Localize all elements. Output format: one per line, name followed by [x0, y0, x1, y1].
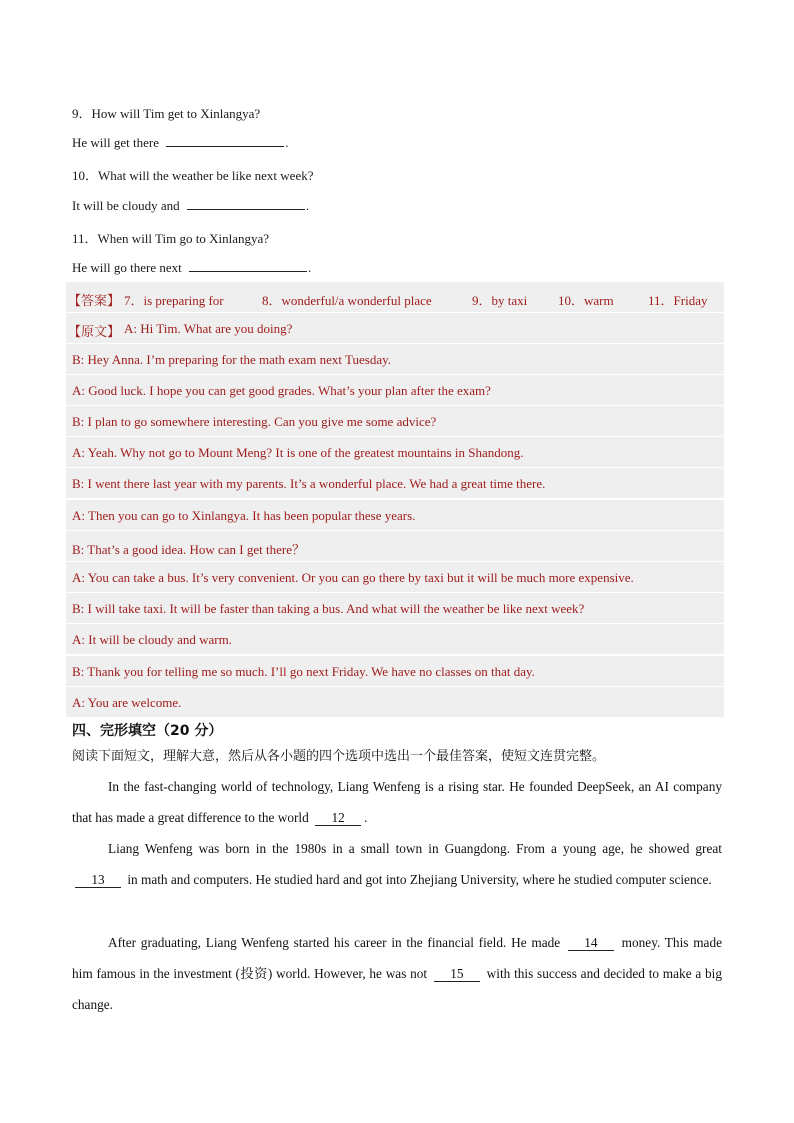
transcript-line: B: I went there last year with my parents. It’s a wonderful place. We had a great time there.	[72, 476, 546, 491]
transcript-line: A: Then you can go to Xinlangya. It has been popular these years.	[72, 508, 416, 523]
transcript-line: A: Good luck. I hope you can get good grades. What’s your plan after the exam?	[72, 383, 491, 398]
transcript-label: 【原文】	[68, 324, 121, 339]
transcript-line: A: It will be cloudy and warm.	[72, 632, 232, 647]
transcript-line: A: Hi Tim. What are you doing?	[124, 321, 293, 336]
question-9: 9．How will Tim get to Xinlangya?	[72, 106, 261, 121]
answer-item-11: 11．Friday	[648, 293, 708, 308]
transcript-row	[66, 468, 724, 499]
answer-item-10: 10．warm	[558, 293, 614, 308]
blank-12[interactable]: 12	[315, 811, 361, 826]
transcript-line: A: You can take a bus. It’s very convenient. Or you can go there by taxi but it will be much more expensive.	[72, 570, 634, 585]
answer-prefix: He will get there	[72, 135, 159, 150]
transcript-row	[66, 437, 724, 468]
blank-14[interactable]: 14	[568, 936, 614, 951]
passage-paragraph-2	[72, 833, 722, 895]
transcript-line: B: I plan to go somewhere interesting. Can you give me some advice?	[72, 414, 437, 429]
answer-line-11	[72, 259, 311, 276]
passage-text: in math and computers. He studied hard and got into Zhejiang University, where he studied computer science.	[127, 872, 712, 887]
transcript-line: A: You are welcome.	[72, 695, 182, 710]
passage-text: money. This made him famous in the investment (投资) world. However, he was not	[72, 935, 722, 981]
transcript-row	[66, 344, 724, 375]
transcript-row	[66, 593, 724, 624]
transcript-row	[66, 375, 724, 406]
answer-line-9	[72, 134, 289, 151]
answer-blank[interactable]	[189, 259, 307, 272]
section-title: 四、完形填空（20 分）	[72, 723, 223, 739]
passage-text: In the fast-changing world of technology, Liang Wenfeng is a rising star. He founded DeepSeek, an AI company that has made a great difference to the world	[72, 779, 722, 825]
transcript-row	[66, 624, 724, 655]
answer-item-8: 8．wonderful/a wonderful place	[262, 293, 432, 308]
question-10: 10．What will the weather be like next week?	[72, 168, 314, 183]
answer-suffix: .	[285, 135, 289, 150]
transcript-row	[66, 687, 724, 718]
transcript-line: B: Thank you for telling me so much. I’ll go next Friday. We have no classes on that day.	[72, 664, 535, 679]
passage-text: Liang Wenfeng was born in the 1980s in a small town in Guangdong. From a young age, he showed great	[108, 841, 722, 856]
blank-13[interactable]: 13	[75, 873, 121, 888]
transcript-row	[66, 500, 724, 531]
answer-key-row	[66, 282, 724, 313]
section-instruction: 阅读下面短文，理解大意，然后从各小题的四个选项中选出一个最佳答案，使短文连贯完整。	[72, 749, 606, 764]
passage-paragraph-1	[72, 771, 722, 833]
answer-prefix: It will be cloudy and	[72, 198, 180, 213]
passage-text: with this success and decided to make a big change.	[72, 966, 723, 1012]
transcript-row	[66, 531, 724, 562]
passage-text: After graduating, Liang Wenfeng started his career in the financial field. He made	[108, 935, 561, 950]
question-11: 11．When will Tim go to Xinlangya?	[72, 231, 270, 246]
answer-suffix: .	[308, 260, 312, 275]
answer-label: 【答案】	[68, 293, 121, 308]
passage-paragraph-3	[72, 927, 722, 1020]
transcript-row	[66, 656, 724, 687]
answer-blank[interactable]	[166, 134, 284, 147]
passage-text: .	[364, 810, 368, 825]
answer-line-10	[72, 197, 309, 214]
transcript-line: B: That’s a good idea. How can I get there？	[72, 542, 305, 557]
blank-15[interactable]: 15	[434, 967, 480, 982]
transcript-row	[66, 313, 724, 344]
answer-prefix: He will go there next	[72, 260, 182, 275]
transcript-row	[66, 562, 724, 593]
answer-blank[interactable]	[187, 197, 305, 210]
transcript-row	[66, 406, 724, 437]
transcript-line: B: I will take taxi. It will be faster than taking a bus. And what will the weather be like next week?	[72, 601, 585, 616]
answer-item-7: 7．is preparing for	[124, 293, 224, 308]
transcript-line: B: Hey Anna. I’m preparing for the math exam next Tuesday.	[72, 352, 392, 367]
answer-suffix: .	[305, 198, 310, 213]
answer-item-9: 9．by taxi	[472, 293, 528, 308]
transcript-line: A: Yeah. Why not go to Mount Meng? It is one of the greatest mountains in Shandong.	[72, 445, 524, 460]
